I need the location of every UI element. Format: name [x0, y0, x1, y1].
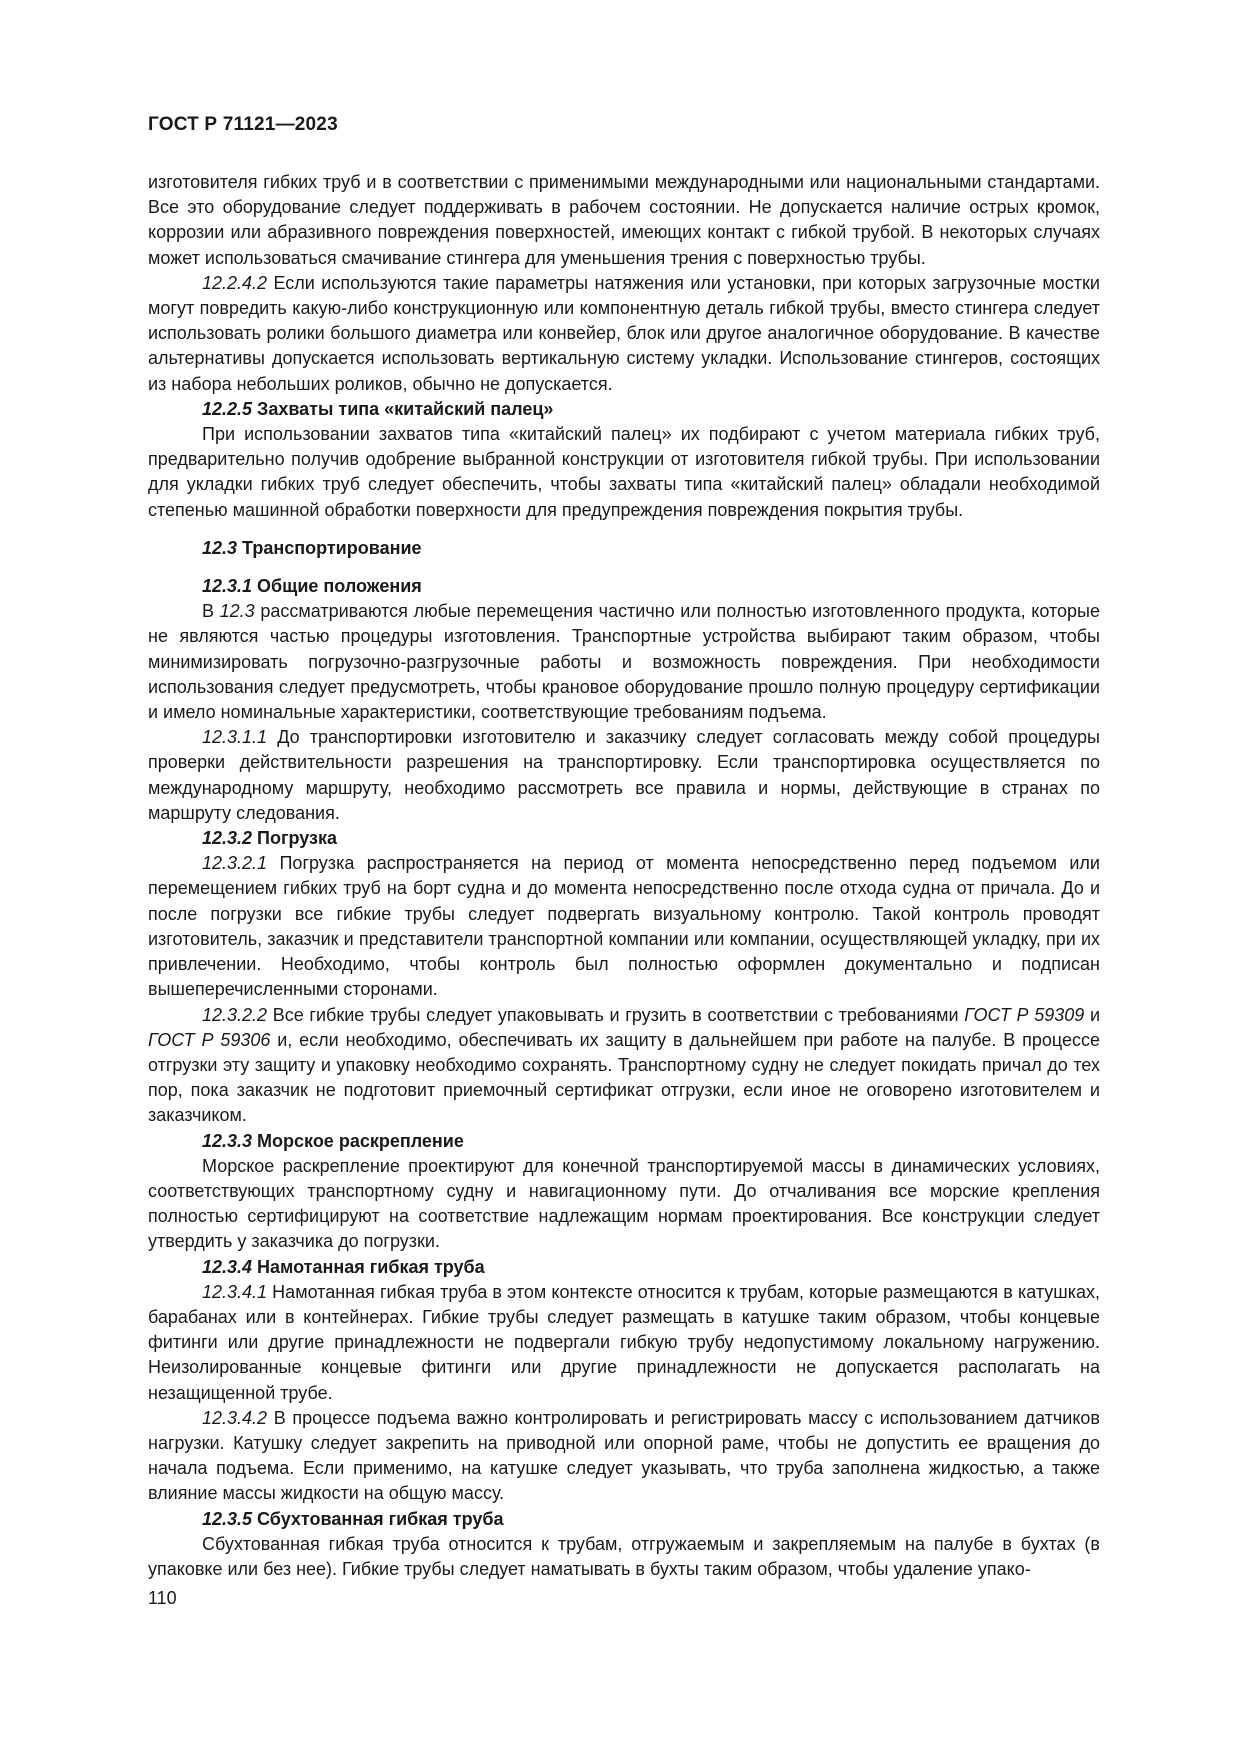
clause-number: 12.3.3 [202, 1130, 253, 1151]
heading-12-3-5 [148, 1507, 1100, 1532]
paragraph-12-3-4-1 [148, 1280, 1100, 1406]
paragraph-12-3-2-1 [148, 851, 1100, 1002]
clause-number: 12.3.5 [202, 1508, 253, 1529]
paragraph-text: и, если необходимо, обеспечивать их защиту в дальнейшем при работе на палубе. В процессе отгрузки эту защиту и упаковку необходимо сохранять. Транспортному судну не следует покидать причал до тех пор, пока заказчик не подготовит приемочный сертификат отгрузки, если иное не оговорено изготовителем и заказчиком. [148, 1029, 1101, 1126]
paragraph-12-3-1-1 [148, 725, 1100, 826]
heading-12-3 [148, 536, 1100, 561]
paragraph-text: В процессе подъема важно контролировать и регистрировать массу с использованием датчиков нагрузки. Катушку следует закрепить на приводной или опорной раме, чтобы не допустить ее вращения до начала подъема. Если применимо, на катушке следует указывать, что труба заполнена жидкостью, а также влияние массы жидкости на общую массу. [148, 1407, 1100, 1504]
clause-number: 12.3.2.2 [202, 1004, 268, 1025]
clause-number: 12.3 [202, 537, 238, 558]
document-code-header: ГОСТ Р 71121—2023 [148, 114, 338, 135]
heading-12-3-4 [148, 1255, 1100, 1280]
standard-reference: ГОСТ Р 59309 [964, 1004, 1085, 1025]
paragraph-coiled-pipe: Сбухтованная гибкая труба относится к трубам, отгружаемым и закрепляемым на палубе в бухтах (в упаковке или без нее). Гибкие трубы следует наматывать в бухты таким образом, чтобы удаление упако- [148, 1533, 1100, 1579]
paragraph-text: Все гибкие трубы следует упаковывать и грузить в соответствии с требованиями [267, 1004, 965, 1025]
heading-title: Сбухтованная гибкая труба [252, 1508, 504, 1529]
paragraph-sea-fastening: Морское раскрепление проектируют для конечной транспортируемой массы в динамических условиях, соответствующих транспортному судну и навигационному пути. До отчаливания все морские крепления полностью сертифицируют на соответствие надлежащим нормам проектирования. Все конструкции следует утвердить у заказчика до погрузки. [148, 1155, 1100, 1252]
paragraph-text: В [202, 601, 220, 622]
paragraph-continuation: изготовителя гибких труб и в соответствии с применимыми международными или национальными стандартами. Все это оборудование следует поддерживать в рабочем состоянии. Не допускается наличие острых кромок, коррозии или абразивного повреждения поверхностей, имеющих контакт с гибкой трубой. В некоторых случаях может использоваться смачивание стингера для уменьшения трения с поверхностью трубы. [148, 172, 1100, 268]
clause-number: 12.2.4.2 [202, 272, 268, 293]
clause-number: 12.3.4.2 [202, 1407, 268, 1428]
heading-12-3-2 [148, 826, 1100, 851]
paragraph-12-2-4-2 [148, 271, 1100, 397]
paragraph-12-3-4-2 [148, 1406, 1100, 1507]
clause-number: 12.3.2 [202, 828, 253, 849]
clause-number: 12.3.4 [202, 1256, 253, 1277]
document-body [148, 170, 1100, 1582]
paragraph-text: До транспортировки изготовителю и заказчику следует согласовать между собой процедуры проверки действительности разрешения на транспортировку. Если транспортировка осуществляется по международному маршруту, необходимо рассмотреть все правила и нормы, действующие в странах по маршруту следования. [148, 727, 1100, 823]
heading-title: Общие положения [252, 576, 422, 597]
paragraph-text: Намотанная гибкая труба в этом контексте относится к трубам, которые размещаются в катушках, барабанах или в контейнерах. Гибкие трубы следует размещать в катушке таким образом, чтобы концевые фитинги или другие принадлежности не подвергали гибкую трубу недопустимому локальному нагружению. Неизолированные концевые фитинги или другие принадлежности не допускается располагать на незащищенной трубе. [148, 1281, 1100, 1403]
heading-12-2-5 [148, 397, 1100, 422]
heading-title: Намотанная гибкая труба [252, 1256, 485, 1277]
heading-title: Погрузка [252, 828, 337, 849]
paragraph-text: и [1084, 1004, 1100, 1025]
heading-title: Морское раскрепление [252, 1130, 464, 1151]
page-number: 110 [148, 1588, 177, 1608]
heading-12-3-3 [148, 1129, 1100, 1154]
clause-number: 12.3.2.1 [202, 853, 268, 874]
heading-12-3-1 [148, 574, 1100, 599]
heading-title: Захваты типа «китайский палец» [252, 398, 554, 419]
clause-number: 12.3.1 [202, 576, 253, 597]
heading-title: Транспортирование [237, 537, 422, 558]
paragraph-general [148, 599, 1100, 725]
paragraph-text: рассматриваются любые перемещения частично или полностью изготовленного продукта, которые не являются частью процедуры изготовления. Транспортные устройства выбирают таким образом, чтобы минимизировать погрузочно-разгрузочные работы и возможность повреждения. При необходимости использования следует предусмотреть, чтобы крановое оборудование прошло полную процедуру сертификации и имело номинальные характеристики, соответствующие требованиям подъема. [148, 601, 1100, 723]
clause-number: 12.2.5 [202, 398, 253, 419]
clause-number: 12.3.1.1 [202, 727, 268, 748]
paragraph-12-3-2-2 [148, 1003, 1100, 1129]
clause-reference: 12.3 [219, 601, 255, 622]
paragraph-text: Если используются такие параметры натяжения или установки, при которых загрузочные мостки могут повредить какую-либо конструкционную или компонентную деталь гибкой трубы, вместо стингера следует использовать ролики большого диаметра или конвейер, блок или другое аналогичное оборудование. В качестве альтернативы допускается использовать вертикальную систему укладки. Использование стингеров, состоящих из набора небольших роликов, обычно не допускается. [148, 272, 1100, 394]
clause-number: 12.3.4.1 [202, 1281, 268, 1302]
standard-reference: ГОСТ Р 59306 [148, 1029, 271, 1050]
paragraph-text: Погрузка распространяется на период от момента непосредственно перед подъемом или перемещением гибких труб на борт судна и до момента непосредственно после отхода судна от причала. До и после погрузки все гибкие трубы следует подвергать визуальному контролю. Такой контроль проводят изготовитель, заказчик и представители транспортной компании или компании, осуществляющей укладку, при их привлечении. Необходимо, чтобы контроль был полностью оформлен документально и подписан вышеперечисленными сторонами. [148, 853, 1100, 1000]
paragraph-chinese-finger: При использовании захватов типа «китайский палец» их подбирают с учетом материала гибких труб, предварительно получив одобрение выбранной конструкции от изготовителя гибкой трубы. При использовании для укладки гибких труб следует обеспечить, чтобы захваты типа «китайский палец» обладали необходимой степенью машинной обработки поверхности для предупреждения повреждения покрытия трубы. [148, 424, 1100, 520]
